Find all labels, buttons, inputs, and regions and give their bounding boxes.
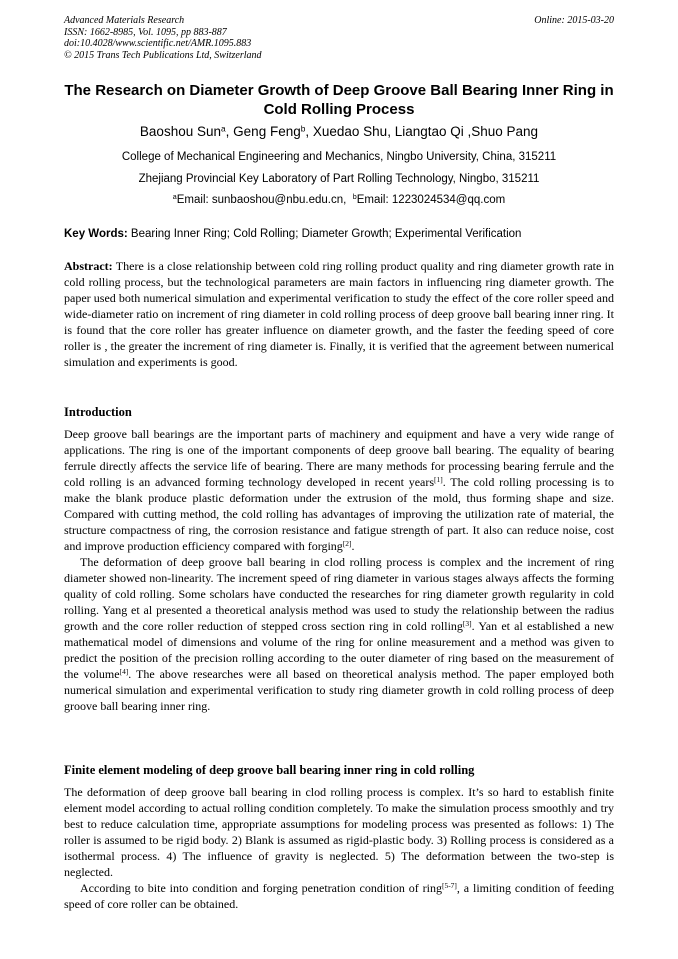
paper-title: The Research on Diameter Growth of Deep Groove Ball Bearing Inner Ring in Cold Rolling Process [64,82,614,118]
intro-p1-text-b: . The cold rolling processing is to make the blank produce plastic deformation under the extrusion of the mold, thus forming shape and size. Compared with cutting method, the cold rolling has advantages of improving the utilization rate of material, the structure compactness of ring, the corrosion resistance and fatigue strength of part. It also can reduce noise, cost and improve production efficiency compared with forging [64,475,614,553]
other-authors: , Xuedao Shu, Liangtao Qi ,Shuo Pang [305,124,539,139]
doi-line: doi:10.4028/www.scientific.net/AMR.1095.883 [64,38,252,49]
author-list: Baoshou Sun$^a$, Geng Feng$^b$, Xuedao Shu, Liangtao Qi ,Shuo Pang [139,123,539,139]
copyright-line: © 2015 Trans Tech Publications Ltd, Switzerland [64,49,262,61]
intro-paragraph-1 [64,426,614,554]
abstract [64,258,614,370]
keywords [64,227,624,242]
citation-4: [4] [119,666,129,676]
fem-p2-text-b: , a limiting condition of feeding speed of core roller can be obtained. [64,881,614,911]
introduction-heading: Introduction [64,405,132,419]
citation-2: [2] [342,538,352,548]
keywords-text: Bearing Inner Ring; Cold Rolling; Diameter Growth; Experimental Verification [130,228,522,240]
abstract-label: Abstract: [64,259,113,273]
fem-body [64,784,614,912]
fem-paragraph-2 [64,880,614,912]
fem-heading: Finite element modeling of deep groove ball bearing inner ring in cold rolling [64,763,475,777]
author-2-mark: b [300,123,306,134]
intro-p2-text-c: . The above researches were all based on theoretical analysis method. The paper employed both numerical simulation and experimental verification to study ring diameter growth in cold rolling process of deep groove ball bearing inner ring. [64,667,615,713]
affiliation-2: Zhejiang Provincial Key Laboratory of Part Rolling Technology, Ningbo, 315211 [138,173,540,185]
fem-paragraph-1: The deformation of deep groove ball bearing in clod rolling process is complex. It’s so hard to establish finite element model according to actual rolling condition completely. To make the simulation process smoothly and try best to reduce calculation time, appropriate assumptions for modeling process was presented as follows: 1) The roller is assumed to be rigid body. 2) Blank is assumed as rigid-plastic body. 3) Rolling process is considered as a isothermal process. 4) The influence of gravity is neglected. 5) The deformation between the two-step is neglected. [64,785,614,879]
author-1: Baoshou Sun [139,124,221,139]
email-line [40,193,638,208]
affiliation-1: College of Mechanical Engineering and Mechanics, Ningbo University, China, 315211 [121,151,557,163]
intro-p2-text-b: . Yan et al established a new mathematical model of dimensions and volume of the ring for online measurement and a method was given to predict the position of the precision rolling according to the outer diameter of ring based on the measurement of the volume [64,619,614,681]
author-2: Geng Feng [233,124,301,139]
journal-header [64,15,614,61]
intro-p2-text-a: The deformation of deep groove ball bearing in clod rolling process is complex and the increment of ring diameter showed non-linearity. The increment speed of ring diameter in various stages always affects the forming quality of cold rolling. Some scholars have conducted the researches for ring diameter growth regularity in cold rolling. Yang et al presented a theoretical analysis method was used to study the relationship between the radius growth and the core roller reduction of stepped cross section ring in cold rolling [64,555,614,633]
introduction-body [64,426,614,714]
abstract-text: There is a close relationship between cold ring rolling product quality and ring diameter growth rate in cold rolling process, but the technological parameters are main factors in influencing ring diameter growth. The paper used both numerical simulation and experimental verification to study the effect of the core roller speed and wide-diameter ratio on increment of ring diameter in cold rolling process of deep groove ball bearing inner ring. It is found that the core roller has greater influence on diameter growth, and the faster the feeding speed of core roller is , the greater the increment of ring diameter is. Finally, it is verified that the agreement between numerical simulation and experiments is good. [64,259,614,369]
keywords-label: Key Words: [64,228,128,240]
citation-1: [1] [434,474,443,484]
intro-p1-text-c: . [351,539,355,553]
intro-p1-text-a: Deep groove ball bearings are the important parts of machinery and equipment and have a very wide range of applications. The ring is one of the important components of deep groove ball bearing. The equality of bearing ferrule directly affects the service life of bearing. There are many methods for processing bearing ferrule and the cold rolling is an advanced forming technology developed in recent years [64,427,614,489]
citation-5-7: [5-7] [442,880,457,890]
email-b-mark: b [352,193,357,202]
email-b: Email: 1223024534@qq.com [356,194,506,206]
email-a: Email: sunbaoshou@nbu.edu.cn, [176,194,347,206]
email-a-mark: a [172,193,177,202]
intro-paragraph-2 [64,554,614,714]
citation-3: [3] [462,618,472,628]
online-date: Online: 2015-03-20 [534,15,614,26]
fem-p2-text-a: According to bite into condition and forging penetration condition of ring [80,881,442,895]
issn-line: ISSN: 1662-8985, Vol. 1095, pp 883-887 [64,26,227,38]
journal-name: Advanced Materials Research [64,15,185,26]
author-1-mark: a [221,123,226,134]
